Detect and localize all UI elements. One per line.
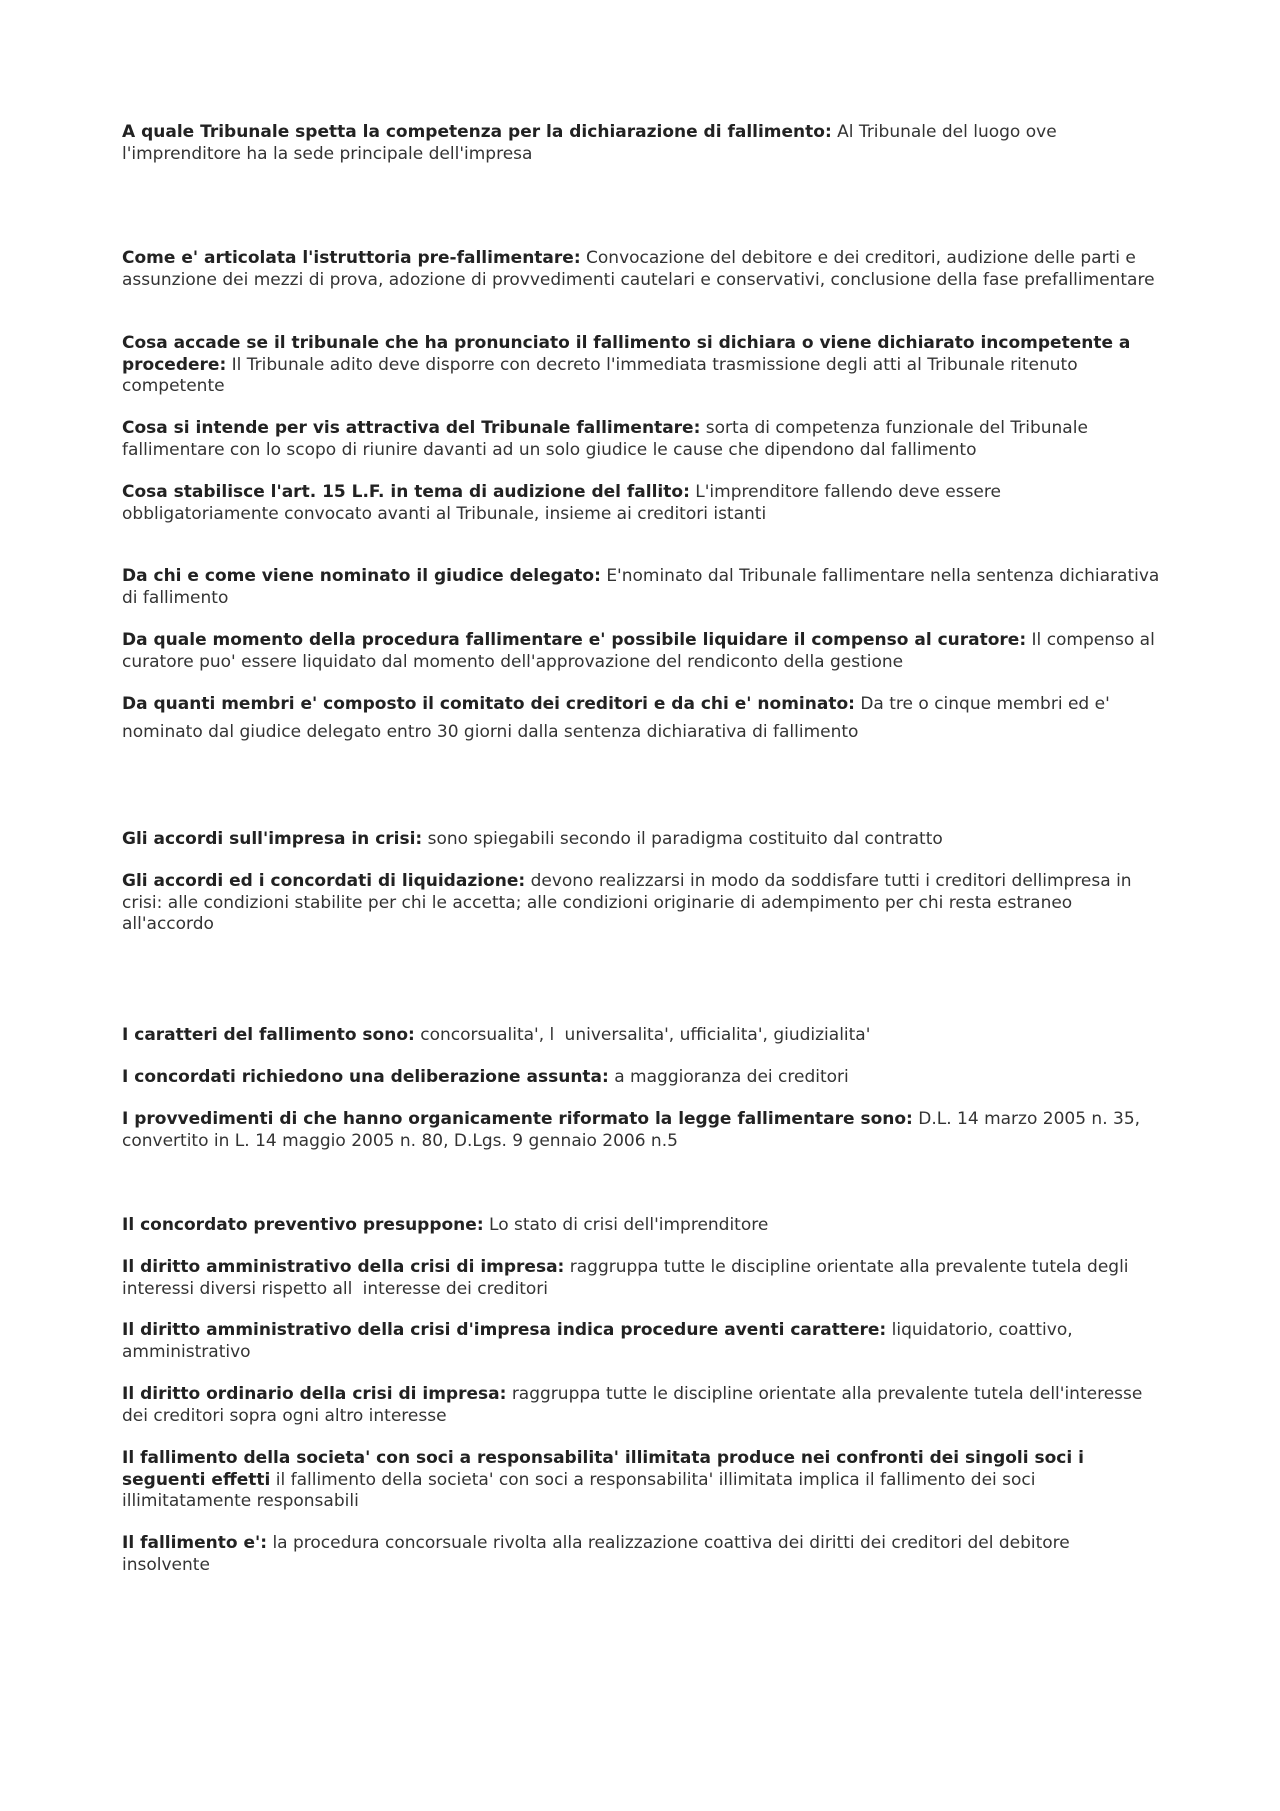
qa-entry [122,1448,1162,1513]
answer-text: Al Tribunale del luogo ove l'imprenditore ha la sede principale dell'impresa [122,122,1057,164]
answer-text: Il Tribunale adito deve disporre con decreto l'immediata trasmissione degli atti al Tribunale ritenuto competente [122,354,1078,396]
question-text: Il fallimento e': [122,1533,268,1553]
answer-text: raggruppa tutte le discipline orientate alla prevalente tutela dell'interesse dei creditori sopra ogni altro interesse [122,1384,1143,1426]
qa-entry [122,871,1162,936]
answer-text: concorsualita', luniversalita', ufficialita', giudizialita' [420,1025,871,1045]
qa-entry [122,1384,1162,1427]
question-text: Gli accordi sull'impresa in crisi: [122,829,423,849]
question-text: A quale Tribunale spetta la competenza per la dichiarazione di fallimento: [122,122,832,142]
qa-entry [122,1533,1162,1576]
qa-entry [122,418,1162,461]
answer-text: Da tre o cinque membri ed e' nominato dal giudice delegato entro 30 giorni dalla sentenza dichiarativa di fallimento [122,694,1110,742]
question-text: Il diritto ordinario della crisi di impresa: [122,1384,507,1404]
qa-entry [122,1215,1162,1237]
qa-entry [122,566,1162,609]
qa-entry [122,1025,1162,1047]
qa-entry [122,122,1162,165]
answer-text: sono spiegabili secondo il paradigma costituito dal contratto [427,829,943,849]
qa-entry [122,333,1162,398]
answer-text: Il compenso al curatore puo' essere liquidato dal momento dell'approvazione del rendiconto della gestione [122,630,1155,672]
qa-entry [122,630,1162,673]
question-text: Il diritto amministrativo della crisi di impresa: [122,1257,565,1277]
question-text: Da chi e come viene nominato il giudice delegato: [122,566,601,586]
answer-text: sorta di competenza funzionale del Tribunale fallimentare con lo scopo di riunire davanti ad un solo giudice le cause che dipendono dal fallimento [122,418,1088,460]
qa-entry [122,690,1162,746]
qa-entry [122,1257,1162,1300]
question-text: I caratteri del fallimento sono: [122,1025,415,1045]
question-text: Il fallimento della societa' con soci a responsabilita' illimitata produce nei confronti dei singoli soci i seguenti effetti [122,1448,1084,1490]
answer-text: a maggioranza dei creditori [614,1067,849,1087]
question-text: Da quale momento della procedura fallimentare e' possibile liquidare il compenso al curatore: [122,630,1027,650]
qa-entry [122,482,1162,525]
answer-text: Lo stato di crisi dell'imprenditore [489,1215,769,1235]
question-text: Cosa si intende per vis attractiva del Tribunale fallimentare: [122,418,701,438]
qa-entry [122,1320,1162,1363]
answer-text: il fallimento della societa' con soci a responsabilita' illimitata implica il fallimento dei soci illimitatamente responsabili [122,1469,1036,1511]
answer-text: E'nominato dal Tribunale fallimentare nella sentenza dichiarativa di fallimento [122,566,1160,608]
qa-entry [122,829,1162,851]
question-text: I concordati richiedono una deliberazione assunta: [122,1067,609,1087]
qa-entry [122,1109,1162,1152]
question-text: I provvedimenti di che hanno organicamente riformato la legge fallimentare sono: [122,1109,913,1129]
answer-text: raggruppa tutte le discipline orientate alla prevalente tutela degli interessi diversi rispetto allinteresse dei creditori [122,1257,1129,1299]
question-text: Cosa stabilisce l'art. 15 L.F. in tema di audizione del fallito: [122,482,690,502]
answer-text: Convocazione del debitore e dei creditori, audizione delle parti e assunzione dei mezzi di prova, adozione di provvedimenti cautelari e conservativi, conclusione della fase prefallimentare [122,248,1155,290]
qa-entry [122,1067,1162,1089]
answer-text: D.L. 14 marzo 2005 n. 35, convertito in L. 14 maggio 2005 n. 80, D.Lgs. 9 gennaio 2006 n.5 [122,1109,1141,1151]
answer-text: L'imprenditore fallendo deve essere obbligatoriamente convocato avanti al Tribunale, insieme ai creditori istanti [122,482,1001,524]
question-text: Il diritto amministrativo della crisi d'impresa indica procedure aventi carattere: [122,1320,887,1340]
question-text: Gli accordi ed i concordati di liquidazione: [122,871,526,891]
qa-entry [122,248,1162,291]
answer-text: la procedura concorsuale rivolta alla realizzazione coattiva dei diritti dei creditori del debitore insolvente [122,1533,1070,1575]
answer-text: devono realizzarsi in modo da soddisfare tutti i creditori dellimpresa in crisi: alle condizioni stabilite per chi le accetta; alle condizioni originarie di adempimento per chi resta estraneo all'accordo [122,871,1132,934]
question-text: Cosa accade se il tribunale che ha pronunciato il fallimento si dichiara o viene dichiarato incompetente a procedere: [122,333,1131,375]
question-text: Da quanti membri e' composto il comitato dei creditori e da chi e' nominato: [122,694,855,714]
question-text: Come e' articolata l'istruttoria pre-fallimentare: [122,248,581,268]
answer-text: liquidatorio, coattivo, amministrativo [122,1320,1073,1362]
question-text: Il concordato preventivo presuppone: [122,1215,484,1235]
